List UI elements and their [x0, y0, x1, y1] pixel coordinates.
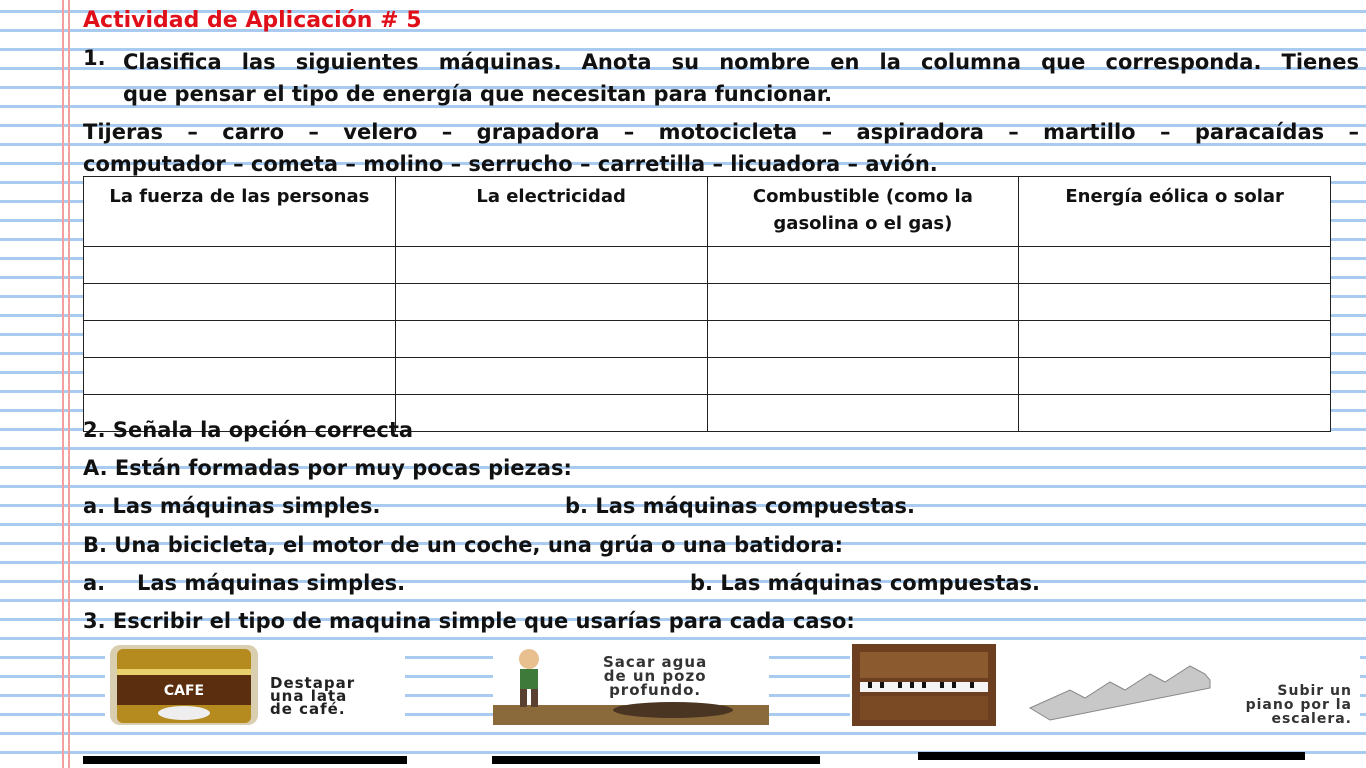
- caption-line: de un pozo: [603, 667, 707, 685]
- table-row: [84, 284, 1331, 321]
- table-cell[interactable]: [707, 358, 1019, 395]
- question-1: [83, 46, 1359, 110]
- header-fuel: Combustible (como la gasolina o el gas): [707, 177, 1019, 247]
- margin-line-1: [62, 0, 64, 768]
- activity-title: Actividad de Aplicación # 5: [83, 8, 422, 33]
- header-electricity: La electricidad: [395, 177, 707, 247]
- table-cell[interactable]: [395, 284, 707, 321]
- table-cell[interactable]: [395, 395, 707, 432]
- table-cell[interactable]: [1019, 284, 1331, 321]
- table-row: [84, 321, 1331, 358]
- question-2b: B. Una bicicleta, el motor de un coche, una grúa o una batidora:: [83, 533, 843, 557]
- image-1-caption: [270, 674, 356, 718]
- table-cell[interactable]: [84, 284, 396, 321]
- well-image: [493, 645, 769, 725]
- margin-line-2: [68, 0, 70, 768]
- table-cell[interactable]: [707, 284, 1019, 321]
- word-list-line-2: computador – cometa – molino – serrucho – carretilla – licuadora – avión.: [83, 152, 938, 176]
- caption-line: profundo.: [609, 681, 702, 699]
- answer-line-3[interactable]: [918, 752, 1305, 760]
- table-cell[interactable]: [84, 358, 396, 395]
- table-cell[interactable]: [707, 395, 1019, 432]
- table-cell[interactable]: [1019, 247, 1331, 284]
- answer-line-1[interactable]: [83, 756, 407, 764]
- question-2a: A. Están formadas por muy pocas piezas:: [83, 456, 572, 480]
- classification-table: [83, 176, 1331, 432]
- table-cell[interactable]: [707, 247, 1019, 284]
- caption-line: de café.: [270, 700, 346, 718]
- question-2-heading: 2. Señala la opción correcta: [83, 418, 414, 442]
- caption-line: Sacar agua: [603, 653, 708, 671]
- table-cell[interactable]: [707, 321, 1019, 358]
- caption-line: Subir un: [1277, 683, 1352, 699]
- word-list-line-1: Tijeras – carro – velero – grapadora – motocicleta – aspiradora – martillo – paracaídas –: [83, 120, 1359, 144]
- caption-line: Destapar: [270, 674, 356, 692]
- table-row: [84, 358, 1331, 395]
- can-label: CAFE: [163, 683, 205, 699]
- table-row: [84, 247, 1331, 284]
- option-2b-a-letter[interactable]: a.: [83, 571, 106, 595]
- table-cell[interactable]: [1019, 395, 1331, 432]
- caption-line: piano por la: [1245, 697, 1352, 713]
- table-header-row: [84, 177, 1331, 247]
- table-cell[interactable]: [395, 358, 707, 395]
- header-wind-solar: Energía eólica o solar: [1019, 177, 1331, 247]
- table-cell[interactable]: [84, 247, 396, 284]
- answer-line-2[interactable]: [492, 756, 820, 764]
- caption-line: escalera.: [1271, 711, 1352, 727]
- image-3-caption: [1202, 684, 1352, 726]
- option-2a-a[interactable]: a. Las máquinas simples.: [83, 494, 381, 518]
- piano-stairs-image: [850, 640, 1360, 730]
- coffee-can-image: [105, 643, 405, 727]
- image-2-caption: [603, 655, 707, 697]
- header-human-force: La fuerza de las personas: [84, 177, 396, 247]
- table-cell[interactable]: [395, 247, 707, 284]
- question-3-heading: 3. Escribir el tipo de maquina simple que usarías para cada caso:: [83, 609, 855, 633]
- caption-line: una lata: [270, 687, 348, 705]
- table-cell[interactable]: [395, 321, 707, 358]
- machine-word-list: [83, 116, 1359, 180]
- coffee-can-icon: [105, 643, 405, 727]
- option-2a-b[interactable]: b. Las máquinas compuestas.: [565, 494, 916, 518]
- table-cell[interactable]: [1019, 358, 1331, 395]
- question-1-number: 1.: [83, 46, 106, 70]
- question-1-line-2: que pensar el tipo de energía que necesitan para funcionar.: [123, 82, 833, 106]
- table-cell[interactable]: [1019, 321, 1331, 358]
- option-2b-a[interactable]: Las máquinas simples.: [137, 571, 406, 595]
- table-cell[interactable]: [84, 321, 396, 358]
- option-2b-b[interactable]: b. Las máquinas compuestas.: [690, 571, 1041, 595]
- question-1-line-1: Clasifica las siguientes máquinas. Anota su nombre en la columna que corresponda. Tienes: [123, 50, 1359, 74]
